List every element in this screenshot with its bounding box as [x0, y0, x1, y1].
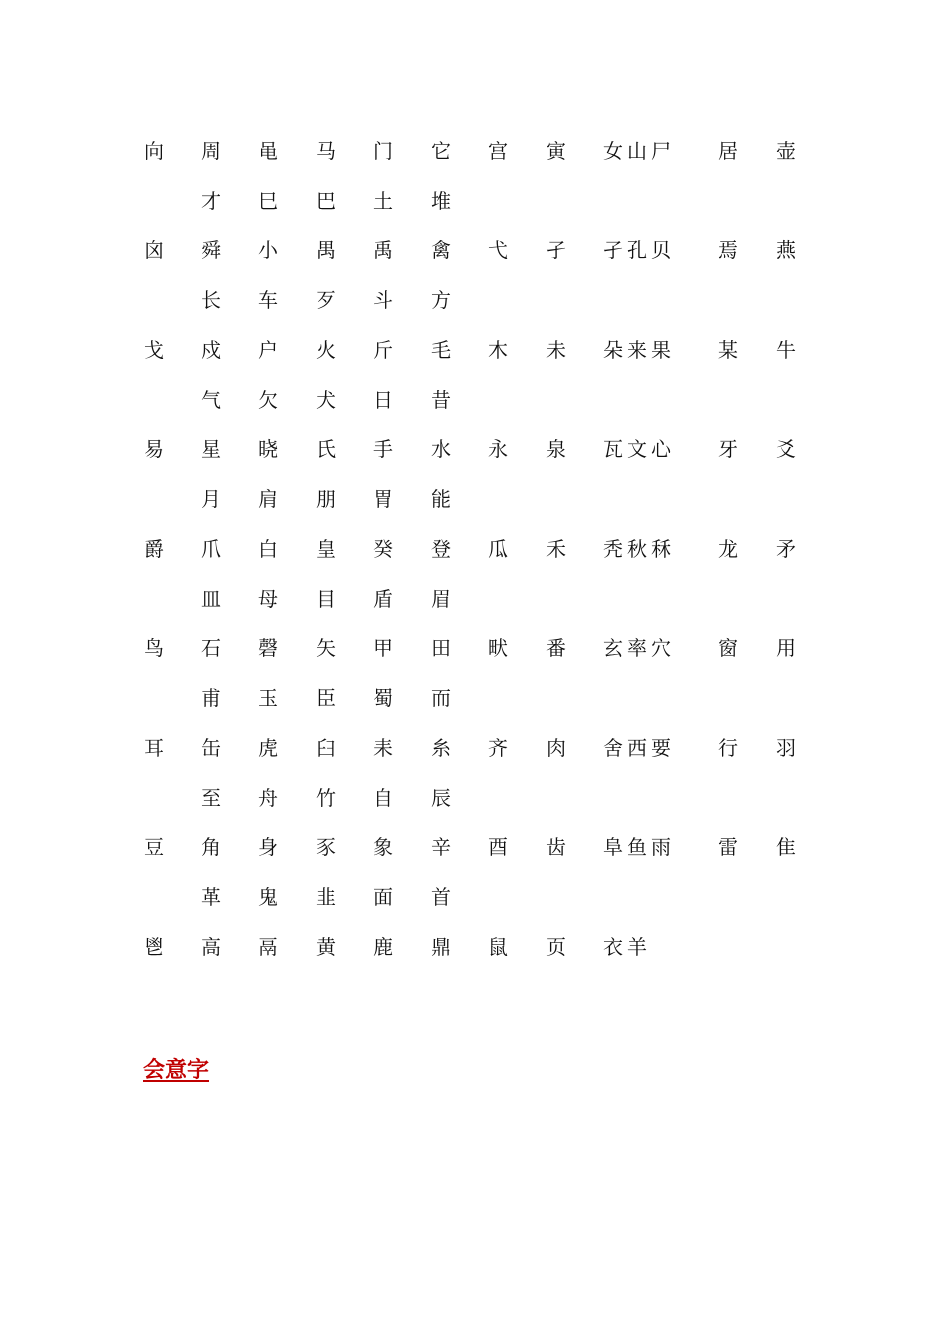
table-cell: 牛	[776, 337, 800, 362]
table-row	[142, 673, 812, 723]
row-lead-char: 戈	[144, 337, 168, 362]
row-lead-char: 易	[144, 437, 168, 462]
table-cell: 歹	[316, 288, 340, 313]
table-cell: 土	[373, 188, 397, 213]
row-lead-char: 向	[144, 138, 168, 163]
table-cell: 革	[201, 885, 225, 910]
table-cell: 禺	[316, 238, 340, 263]
table-cell: 犬	[316, 387, 340, 412]
table-cell: 番	[546, 636, 570, 661]
table-cell: 女山尸	[603, 138, 675, 163]
table-cell: 蜀	[373, 686, 397, 711]
table-row	[142, 325, 812, 375]
table-cell: 皿	[201, 586, 225, 611]
row-lead-char: 耳	[144, 735, 168, 760]
table-cell: 舜	[201, 238, 225, 263]
table-cell: 能	[431, 487, 455, 512]
table-cell: 氏	[316, 437, 340, 462]
table-row	[142, 425, 812, 475]
table-cell: 小	[258, 238, 282, 263]
table-row	[142, 624, 812, 674]
table-cell: 堆	[431, 188, 455, 213]
table-cell: 竹	[316, 785, 340, 810]
table-cell: 马	[316, 138, 340, 163]
table-row	[142, 823, 812, 873]
table-cell: 用	[776, 636, 800, 661]
table-cell: 臼	[316, 735, 340, 760]
table-cell: 孑孔贝	[603, 238, 675, 263]
table-cell: 瓦文心	[603, 437, 675, 462]
row-lead-char: 鸟	[144, 636, 168, 661]
table-cell: 衣羊	[603, 934, 651, 959]
table-cell: 秃秋秝	[603, 536, 675, 561]
table-cell: 糸	[431, 735, 455, 760]
table-cell: 臣	[316, 686, 340, 711]
table-row	[142, 275, 812, 325]
row-lead-char: 爵	[144, 536, 168, 561]
table-cell: 豕	[316, 835, 340, 860]
table-cell: 癸	[373, 536, 397, 561]
table-cell: 禽	[431, 238, 455, 263]
table-cell: 缶	[201, 735, 225, 760]
table-cell: 宫	[488, 138, 512, 163]
table-cell: 日	[373, 387, 397, 412]
table-cell: 肩	[258, 487, 282, 512]
table-cell: 弋	[488, 238, 512, 263]
table-cell: 羽	[776, 735, 800, 760]
table-cell: 甲	[373, 636, 397, 661]
table-cell: 高	[201, 934, 225, 959]
table-row	[142, 176, 812, 226]
table-cell: 雷	[718, 835, 742, 860]
table-row	[142, 126, 812, 176]
table-cell: 页	[546, 934, 570, 959]
table-cell: 方	[431, 288, 455, 313]
table-cell: 巴	[316, 188, 340, 213]
table-cell: 昔	[431, 387, 455, 412]
table-cell: 胃	[373, 487, 397, 512]
table-cell: 象	[373, 835, 397, 860]
character-table	[142, 126, 812, 972]
table-cell: 牙	[718, 437, 742, 462]
table-row	[142, 375, 812, 425]
table-cell: 黾	[258, 138, 282, 163]
table-cell: 斤	[373, 337, 397, 362]
table-cell: 辰	[431, 785, 455, 810]
table-cell: 巳	[258, 188, 282, 213]
table-cell: 玄率穴	[603, 636, 675, 661]
table-cell: 朵来果	[603, 337, 675, 362]
table-cell: 矛	[776, 536, 800, 561]
table-cell: 皇	[316, 536, 340, 561]
table-cell: 瓜	[488, 536, 512, 561]
table-cell: 黄	[316, 934, 340, 959]
table-cell: 鹿	[373, 934, 397, 959]
table-cell: 月	[201, 487, 225, 512]
table-cell: 燕	[776, 238, 800, 263]
table-cell: 石	[201, 636, 225, 661]
table-cell: 木	[488, 337, 512, 362]
section-heading: 会意字	[143, 1058, 210, 1083]
table-cell: 某	[718, 337, 742, 362]
table-cell: 气	[201, 387, 225, 412]
table-row	[142, 922, 812, 972]
table-cell: 虎	[258, 735, 282, 760]
table-cell: 鬲	[258, 934, 282, 959]
table-row	[142, 226, 812, 276]
table-row	[142, 474, 812, 524]
table-cell: 长	[201, 288, 225, 313]
table-cell: 火	[316, 337, 340, 362]
table-cell: 隹	[776, 835, 800, 860]
table-row	[142, 773, 812, 823]
table-cell: 辛	[431, 835, 455, 860]
table-cell: 目	[316, 586, 340, 611]
row-lead-char: 囟	[144, 238, 168, 263]
table-cell: 朋	[316, 487, 340, 512]
table-row	[142, 524, 812, 574]
table-cell: 舍西要	[603, 735, 675, 760]
table-cell: 户	[258, 337, 282, 362]
row-lead-char: 鬯	[144, 934, 168, 959]
table-cell: 角	[201, 835, 225, 860]
table-cell: 星	[201, 437, 225, 462]
table-cell: 面	[373, 885, 397, 910]
table-cell: 孑	[546, 238, 570, 263]
table-cell: 首	[431, 885, 455, 910]
table-cell: 居	[718, 138, 742, 163]
table-cell: 身	[258, 835, 282, 860]
table-cell: 耒	[373, 735, 397, 760]
table-cell: 盾	[373, 586, 397, 611]
table-cell: 玉	[258, 686, 282, 711]
table-cell: 壶	[776, 138, 800, 163]
table-cell: 焉	[718, 238, 742, 263]
table-cell: 水	[431, 437, 455, 462]
table-cell: 戍	[201, 337, 225, 362]
table-cell: 至	[201, 785, 225, 810]
table-cell: 泉	[546, 437, 570, 462]
table-cell: 畎	[488, 636, 512, 661]
table-cell: 才	[201, 188, 225, 213]
table-cell: 甫	[201, 686, 225, 711]
table-cell: 周	[201, 138, 225, 163]
table-cell: 而	[431, 686, 455, 711]
table-cell: 磬	[258, 636, 282, 661]
table-cell: 肉	[546, 735, 570, 760]
table-cell: 鼎	[431, 934, 455, 959]
table-cell: 未	[546, 337, 570, 362]
table-cell: 爪	[201, 536, 225, 561]
table-cell: 车	[258, 288, 282, 313]
table-cell: 龙	[718, 536, 742, 561]
table-cell: 自	[373, 785, 397, 810]
table-cell: 鬼	[258, 885, 282, 910]
table-cell: 斗	[373, 288, 397, 313]
table-cell: 欠	[258, 387, 282, 412]
table-cell: 门	[373, 138, 397, 163]
table-row	[142, 872, 812, 922]
table-cell: 永	[488, 437, 512, 462]
table-cell: 眉	[431, 586, 455, 611]
table-cell: 窗	[718, 636, 742, 661]
table-row	[142, 574, 812, 624]
table-cell: 行	[718, 735, 742, 760]
table-cell: 爻	[776, 437, 800, 462]
table-cell: 鼠	[488, 934, 512, 959]
table-cell: 母	[258, 586, 282, 611]
table-cell: 齿	[546, 835, 570, 860]
table-cell: 它	[431, 138, 455, 163]
table-cell: 手	[373, 437, 397, 462]
table-cell: 登	[431, 536, 455, 561]
table-cell: 阜鱼雨	[603, 835, 675, 860]
table-cell: 韭	[316, 885, 340, 910]
table-row	[142, 723, 812, 773]
table-cell: 舟	[258, 785, 282, 810]
table-cell: 禹	[373, 238, 397, 263]
table-cell: 毛	[431, 337, 455, 362]
table-cell: 禾	[546, 536, 570, 561]
table-cell: 晓	[258, 437, 282, 462]
table-cell: 酉	[488, 835, 512, 860]
table-cell: 齐	[488, 735, 512, 760]
table-cell: 白	[258, 536, 282, 561]
table-cell: 田	[431, 636, 455, 661]
row-lead-char: 豆	[144, 835, 168, 860]
table-cell: 寅	[546, 138, 570, 163]
table-cell: 矢	[316, 636, 340, 661]
